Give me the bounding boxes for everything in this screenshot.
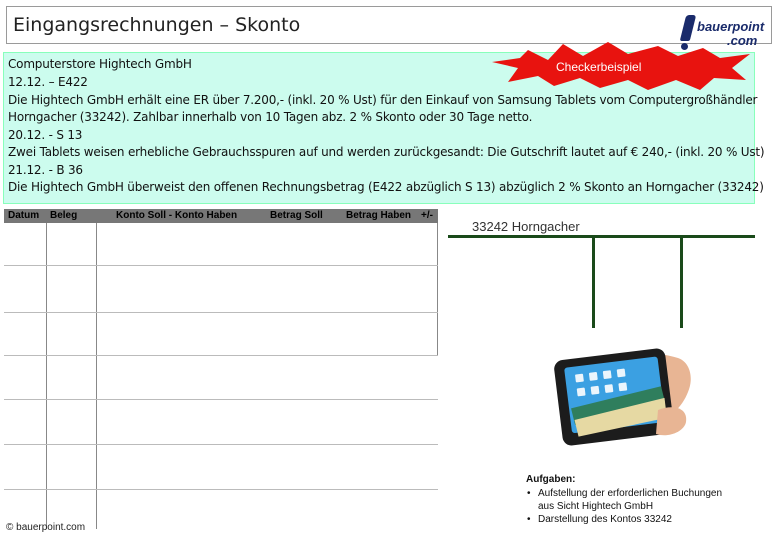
copyright-notice: © bauerpoint.com	[6, 522, 86, 533]
col-soll: Betrag Soll	[270, 210, 323, 221]
journal-table	[4, 209, 438, 529]
row-divider	[4, 265, 438, 266]
title-bar	[6, 6, 772, 48]
table-header	[4, 209, 438, 223]
entry-date-2: 20.12. - S 13	[8, 128, 83, 142]
col-divider	[96, 223, 97, 529]
t-account-33242	[448, 212, 758, 337]
entry-text-1b: Horngacher (33242). Zahlbar innerhalb von 10 Tagen abz. 2 % Skonto oder 30 Tage netto.	[8, 110, 533, 124]
checkerbeispiel-badge	[488, 42, 758, 92]
tablet-icon	[548, 348, 696, 454]
col-beleg: Beleg	[50, 210, 78, 221]
col-divider	[437, 223, 438, 355]
entry-date-1: 12.12. – E422	[8, 75, 88, 89]
col-datum: Datum	[8, 210, 40, 221]
aufgaben-item: • Aufstellung der erforderlichen Buchungen	[526, 487, 776, 500]
logo-exclamation-icon	[680, 15, 696, 41]
aufgaben-item: • Darstellung des Kontos 33242	[526, 513, 776, 526]
entry-date-3: 21.12. - B 36	[8, 163, 83, 177]
col-haben: Betrag Haben	[346, 210, 412, 221]
t-account-left-bar	[592, 238, 595, 328]
entry-text-2: Zwei Tablets weisen erhebliche Gebrauchsspuren auf und werden zurückgesandt: Die Gutschrift lautet auf € 240,- (inkl. 20 % Ust)	[8, 145, 765, 159]
col-konto: Konto Soll - Konto Haben	[116, 210, 238, 221]
aufgaben-heading: Aufgaben:	[526, 474, 576, 485]
t-account-label: 33242 Horngacher	[472, 219, 580, 234]
t-account-top-bar	[448, 235, 755, 238]
entry-text-3: Die Hightech GmbH überweist den offenen Rechnungsbetrag (E422 abzüglich S 13) abzüglich 2 % Skonto an Horngacher (33242)	[8, 180, 764, 194]
page-title: Eingangsrechnungen – Skonto	[13, 14, 301, 36]
t-account-right-bar	[680, 238, 683, 328]
tablet-hand-image	[548, 348, 696, 454]
logo-text-main: bauerpoint	[697, 19, 765, 34]
aufgaben-box	[526, 474, 776, 526]
col-plusminus: +/-	[421, 210, 433, 221]
logo-text-domain: .com	[727, 33, 758, 48]
entry-text-1a: Die Hightech GmbH erhält eine ER über 7.200,- (inkl. 20 % Ust) für den Einkauf von Samsung Tablets vom Computergroßhändler	[8, 93, 758, 107]
row-divider	[4, 489, 438, 490]
row-divider	[4, 355, 438, 356]
col-divider	[46, 223, 47, 529]
row-divider	[4, 444, 438, 445]
row-divider	[4, 399, 438, 400]
badge-label: Checkerbeispiel	[556, 60, 642, 74]
company-name: Computerstore Hightech GmbH	[8, 57, 192, 71]
row-divider	[4, 312, 438, 313]
aufgaben-item-continued: aus Sicht Hightech GmbH	[538, 501, 654, 512]
